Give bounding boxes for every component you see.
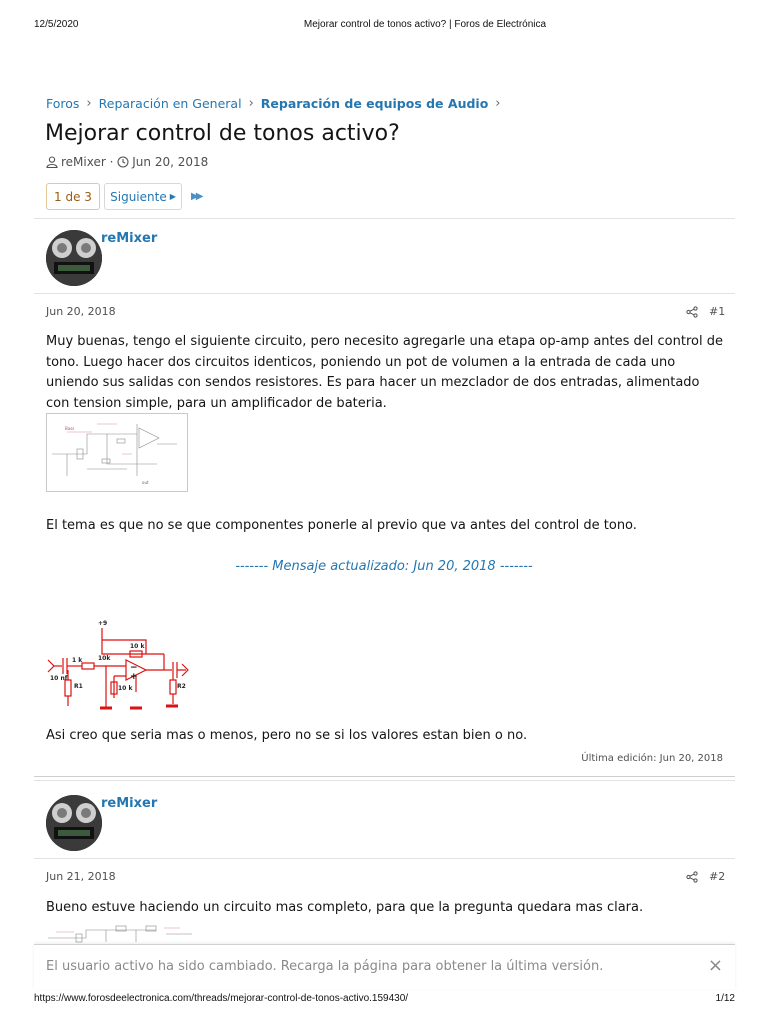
breadcrumb-reparacion-audio[interactable]: Reparación de equipos de Audio: [260, 96, 489, 111]
post-separator: [34, 780, 735, 781]
post-text-3: Asi creo que seria mas o menos, pero no se si los valores estan bien o no.: [46, 728, 528, 743]
schematic-label-rtop: 10k: [98, 655, 111, 662]
caret-right-icon: ▶: [169, 192, 176, 201]
avatar-image: [46, 795, 102, 851]
opamp-schematic-image: [46, 620, 191, 716]
post-date[interactable]: Jun 21, 2018: [46, 870, 116, 883]
chevron-right-icon: ›: [248, 96, 254, 111]
print-url: https://www.forosdeelectronica.com/threads/mejorar-control-de-tonos-activo.159430/: [34, 993, 409, 1004]
share-icon[interactable]: [686, 871, 698, 883]
page-title: Mejorar control de tonos activo?: [45, 121, 400, 146]
next-page-button[interactable]: [104, 183, 182, 210]
divider: [34, 293, 735, 294]
post-username[interactable]: reMixer: [101, 796, 158, 811]
attachment-thumbnail[interactable]: [46, 413, 188, 492]
chevron-right-icon: ›: [495, 96, 501, 111]
post-separator: [34, 776, 735, 777]
pagination: [46, 183, 200, 210]
schematic-label-rin: 1 k: [72, 657, 83, 664]
breadcrumb-foros[interactable]: Foros: [46, 96, 80, 111]
print-title: Mejorar control de tonos activo? | Foros de Electrónica: [303, 19, 547, 30]
print-page-number: 1/12: [715, 993, 735, 1004]
attachment-thumbnail[interactable]: [46, 924, 194, 944]
page-current-button[interactable]: 1 de 3: [46, 183, 100, 210]
user-icon: [46, 156, 58, 168]
post-number: [686, 870, 725, 883]
opamp-plus-sign: +: [130, 672, 138, 682]
message-updated-marker: ------- Mensaje actualizado: Jun 20, 2018 -------: [235, 559, 533, 574]
svg-text:out: out: [142, 480, 149, 485]
breadcrumb: [46, 96, 508, 111]
meta-separator: ·: [105, 155, 118, 169]
avatar[interactable]: [46, 795, 102, 851]
thread-meta: [46, 155, 208, 169]
share-icon[interactable]: [686, 306, 698, 318]
post-date[interactable]: Jun 20, 2018: [46, 305, 116, 318]
schematic-label-r1: R1: [74, 683, 83, 690]
close-icon[interactable]: ×: [707, 955, 723, 976]
opamp-minus-sign: −: [130, 663, 138, 673]
avatar-image: [46, 230, 102, 286]
last-page-button[interactable]: [191, 191, 200, 202]
attachment-schematic[interactable]: [46, 620, 191, 716]
svg-text:Bass: Bass: [65, 426, 75, 431]
schematic-label-rfb: 10 k: [130, 643, 145, 650]
schematic-label-r2: R2: [177, 683, 186, 690]
schematic-label-vplus: +9: [98, 620, 108, 627]
schematic-label-rbias: 10 k: [118, 685, 133, 692]
post-username[interactable]: reMixer: [101, 231, 158, 246]
chevron-right-icon: ›: [86, 96, 92, 111]
post-text: Muy buenas, tengo el siguiente circuito, pero necesito agregarle una etapa op-amp antes del control de tono. Luego hacer dos circuitos identicos, poniendo un pot de volumen a la entrada de cada uno uniendo sus salidas con sendos resistores. Es para hacer un mezclador de dos entradas, alimentado con tension simple, para un amplificador de bateria.: [46, 334, 723, 411]
notice-text: El usuario activo ha sido cambiado. Recarga la página para obtener la última versión.: [46, 959, 604, 974]
post-number-link[interactable]: #2: [709, 870, 726, 883]
print-date: 12/5/2020: [34, 19, 79, 30]
breadcrumb-reparacion-general[interactable]: Reparación en General: [98, 96, 242, 111]
divider: [34, 218, 735, 219]
next-page-label: Siguiente: [110, 189, 167, 204]
thread-author[interactable]: reMixer: [61, 155, 106, 169]
schematic-label-cin: 10 nf: [50, 675, 68, 682]
double-arrow-right-icon: ▶▶: [191, 191, 201, 202]
post-text-2: El tema es que no se que componentes ponerle al previo que va antes del control de tono.: [46, 518, 637, 533]
schematic-peek-image: [46, 924, 194, 944]
clock-icon: [117, 156, 129, 168]
thread-date[interactable]: Jun 20, 2018: [132, 155, 209, 169]
schematic-thumbnail-image: [47, 414, 187, 491]
post-number: [686, 305, 725, 318]
avatar[interactable]: [46, 230, 102, 286]
divider: [34, 858, 735, 859]
post-number-link[interactable]: #1: [709, 305, 726, 318]
post-text: Bueno estuve haciendo un circuito mas completo, para que la pregunta quedara mas clara.: [46, 900, 644, 915]
last-edit-note: Última edición: Jun 20, 2018: [581, 753, 723, 764]
notice-bar: [34, 944, 735, 989]
